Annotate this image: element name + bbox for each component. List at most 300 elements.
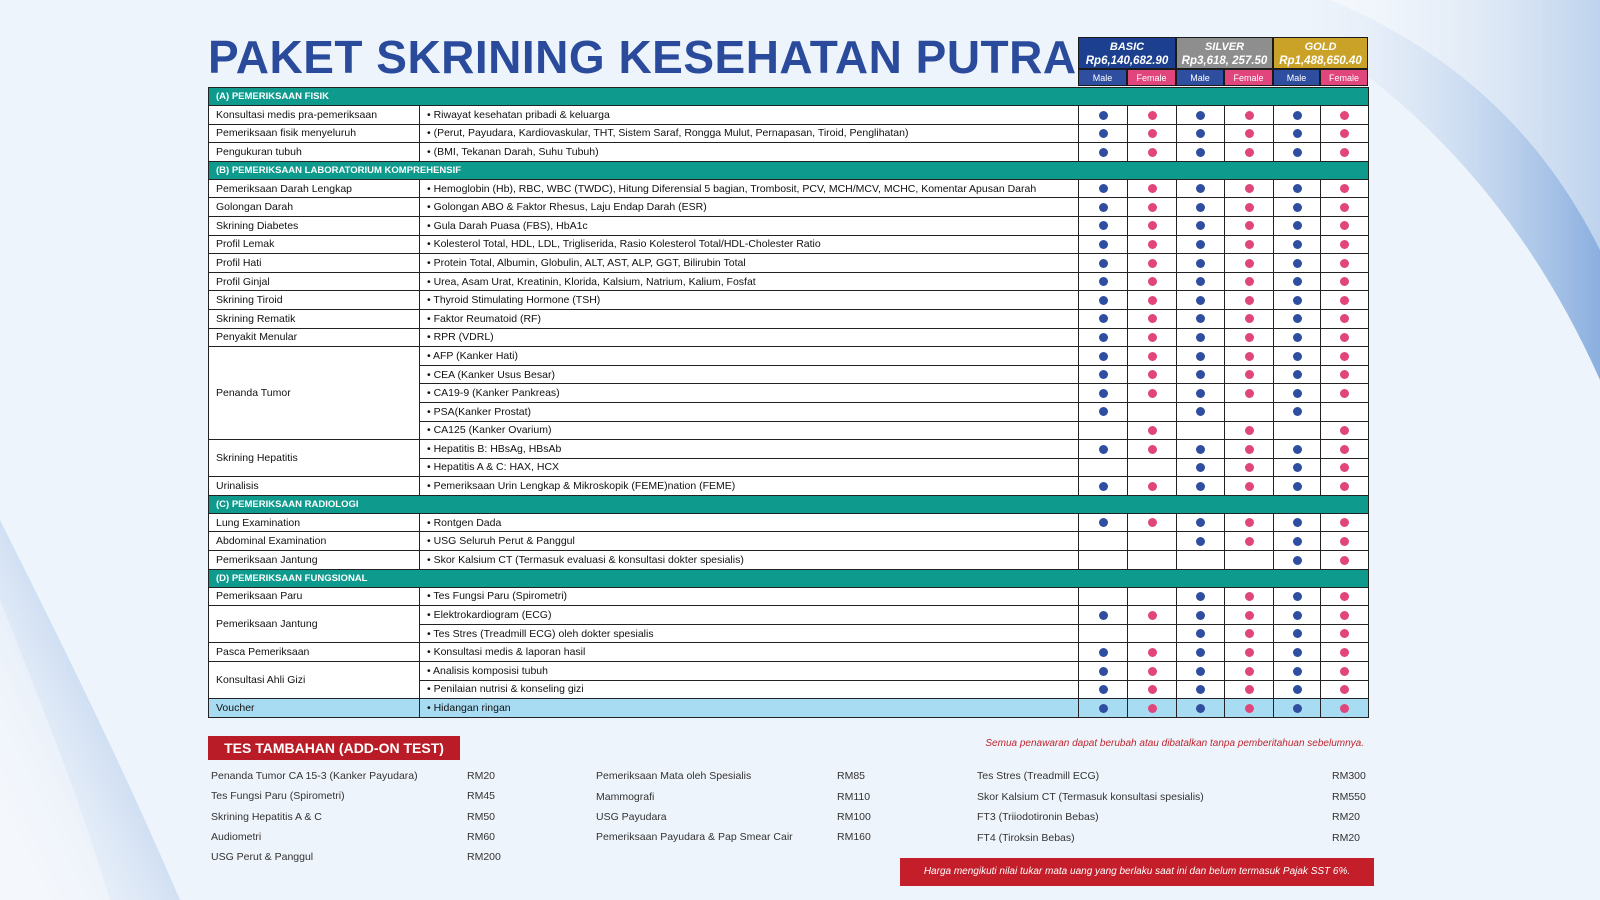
test-item-cell: • (Perut, Payudara, Kardiovaskular, THT, Sistem Saraf, Rongga Mulut, Pernapasan, Tiroid, Penglihatan) (420, 124, 1079, 143)
inclusion-cell (1128, 440, 1177, 459)
male-included-dot (1196, 129, 1205, 138)
inclusion-cell (1177, 477, 1225, 496)
category-cell: Skrining Diabetes (209, 216, 420, 235)
addon-test-name: USG Payudara (596, 811, 667, 823)
inclusion-cell (1079, 680, 1128, 699)
inclusion-cell (1128, 347, 1177, 366)
table-row (209, 440, 1369, 459)
inclusion-cell (1225, 680, 1274, 699)
male-included-dot (1196, 333, 1205, 342)
inclusion-cell (1079, 309, 1128, 328)
table-row (209, 551, 1369, 570)
female-included-dot (1340, 667, 1349, 676)
package-header (1078, 37, 1368, 86)
table-row (209, 143, 1369, 162)
test-item-cell: • Tes Stres (Treadmill ECG) oleh dokter spesialis (420, 624, 1079, 643)
female-included-dot (1245, 685, 1254, 694)
inclusion-cell (1128, 699, 1177, 718)
inclusion-cell (1079, 662, 1128, 681)
male-included-dot (1099, 148, 1108, 157)
female-included-dot (1340, 648, 1349, 657)
female-included-dot (1245, 352, 1254, 361)
addon-test-price: RM45 (467, 790, 496, 802)
test-item-cell: • Riwayat kesehatan pribadi & keluarga (420, 106, 1079, 125)
test-item-cell: • RPR (VDRL) (420, 328, 1079, 347)
inclusion-cell (1079, 513, 1128, 532)
female-included-dot (1148, 148, 1157, 157)
male-included-dot (1099, 518, 1108, 527)
inclusion-cell (1225, 365, 1274, 384)
male-included-dot (1196, 314, 1205, 323)
addon-test-name: Audiometri (211, 831, 262, 843)
male-included-dot (1196, 407, 1205, 416)
inclusion-cell (1225, 291, 1274, 310)
male-included-dot (1099, 389, 1108, 398)
inclusion-cell (1321, 347, 1369, 366)
inclusion-cell (1274, 551, 1321, 570)
table-row (209, 272, 1369, 291)
male-included-dot (1196, 184, 1205, 193)
inclusion-cell (1274, 291, 1321, 310)
test-item-cell: • Pemeriksaan Urin Lengkap & Mikroskopik (FEME)nation (FEME) (420, 477, 1079, 496)
inclusion-cell (1177, 216, 1225, 235)
inclusion-cell (1321, 402, 1369, 421)
inclusion-cell (1079, 291, 1128, 310)
male-included-dot (1196, 648, 1205, 657)
inclusion-cell (1321, 143, 1369, 162)
female-included-dot (1245, 611, 1254, 620)
addon-title: TES TAMBAHAN (ADD-ON TEST) (208, 736, 460, 760)
inclusion-cell (1274, 328, 1321, 347)
addon-test-name: USG Perut & Panggul (211, 851, 314, 863)
table-row (209, 328, 1369, 347)
inclusion-cell (1177, 606, 1225, 625)
inclusion-cell (1274, 477, 1321, 496)
package-name: SILVER (1204, 41, 1245, 53)
inclusion-cell (1274, 532, 1321, 551)
inclusion-cell (1274, 365, 1321, 384)
inclusion-cell (1079, 384, 1128, 403)
table-row (209, 291, 1369, 310)
inclusion-cell (1274, 421, 1321, 440)
male-included-dot (1293, 482, 1302, 491)
inclusion-cell (1128, 272, 1177, 291)
table-row (209, 179, 1369, 198)
female-included-dot (1340, 426, 1349, 435)
male-included-dot (1196, 685, 1205, 694)
category-cell: Urinalisis (209, 477, 420, 496)
test-item-cell: • CEA (Kanker Usus Besar) (420, 365, 1079, 384)
male-included-dot (1293, 221, 1302, 230)
package-basic (1078, 37, 1176, 69)
inclusion-cell (1225, 198, 1274, 217)
female-included-dot (1340, 463, 1349, 472)
inclusion-cell (1079, 179, 1128, 198)
male-included-dot (1196, 482, 1205, 491)
addon-test-price: RM550 (1332, 791, 1366, 803)
male-included-dot (1099, 704, 1108, 713)
inclusion-cell (1079, 328, 1128, 347)
category-cell: Konsultasi medis pra-pemeriksaan (209, 106, 420, 125)
male-included-dot (1293, 518, 1302, 527)
male-included-dot (1196, 463, 1205, 472)
package-silver (1176, 37, 1273, 69)
female-included-dot (1245, 184, 1254, 193)
table-row (209, 662, 1369, 681)
category-cell: Lung Examination (209, 513, 420, 532)
male-included-dot (1099, 296, 1108, 305)
inclusion-cell (1128, 309, 1177, 328)
female-included-dot (1245, 537, 1254, 546)
inclusion-cell (1321, 551, 1369, 570)
section-title: (C) PEMERIKSAAN RADIOLOGI (209, 495, 1369, 513)
test-item-cell: • (BMI, Tekanan Darah, Suhu Tubuh) (420, 143, 1079, 162)
male-included-dot (1293, 407, 1302, 416)
page-title: PAKET SKRINING KESEHATAN PUTRA (208, 31, 1077, 83)
male-included-dot (1196, 277, 1205, 286)
male-included-dot (1293, 389, 1302, 398)
test-item-cell: • AFP (Kanker Hati) (420, 347, 1079, 366)
inclusion-cell (1321, 124, 1369, 143)
female-included-dot (1340, 611, 1349, 620)
inclusion-cell (1225, 235, 1274, 254)
male-included-dot (1196, 148, 1205, 157)
male-included-dot (1293, 314, 1302, 323)
male-included-dot (1099, 685, 1108, 694)
inclusion-cell (1321, 272, 1369, 291)
male-included-dot (1293, 203, 1302, 212)
female-included-dot (1340, 314, 1349, 323)
inclusion-cell (1128, 384, 1177, 403)
category-cell: Profil Ginjal (209, 272, 420, 291)
female-included-dot (1148, 426, 1157, 435)
inclusion-cell (1225, 699, 1274, 718)
female-included-dot (1340, 221, 1349, 230)
inclusion-cell (1274, 624, 1321, 643)
male-included-dot (1293, 296, 1302, 305)
female-included-dot (1148, 370, 1157, 379)
inclusion-cell (1128, 513, 1177, 532)
inclusion-cell (1079, 643, 1128, 662)
inclusion-cell (1177, 365, 1225, 384)
inclusion-cell (1274, 179, 1321, 198)
table-row (209, 699, 1369, 718)
inclusion-cell (1225, 402, 1274, 421)
female-included-dot (1245, 221, 1254, 230)
female-included-dot (1245, 203, 1254, 212)
section-header-row (209, 569, 1369, 587)
disclaimer-text: Semua penawaran dapat berubah atau dibatalkan tanpa pemberitahuan sebelumnya. (985, 738, 1364, 749)
inclusion-cell (1177, 513, 1225, 532)
female-included-dot (1148, 203, 1157, 212)
female-included-dot (1245, 518, 1254, 527)
male-included-dot (1293, 277, 1302, 286)
category-cell: Skrining Tiroid (209, 291, 420, 310)
female-included-dot (1340, 592, 1349, 601)
inclusion-cell (1079, 143, 1128, 162)
inclusion-cell (1225, 662, 1274, 681)
addon-test-price: RM200 (467, 851, 501, 863)
male-included-dot (1099, 240, 1108, 249)
addon-test-name: FT4 (Tiroksin Bebas) (977, 832, 1075, 844)
inclusion-cell (1177, 402, 1225, 421)
inclusion-cell (1177, 124, 1225, 143)
male-included-dot (1099, 259, 1108, 268)
inclusion-cell (1079, 198, 1128, 217)
addon-test-price: RM20 (1332, 832, 1361, 844)
section-title: (D) PEMERIKSAAN FUNGSIONAL (209, 569, 1369, 587)
female-included-dot (1340, 184, 1349, 193)
section-title: (A) PEMERIKSAAN FISIK (209, 88, 1369, 106)
female-included-dot (1245, 463, 1254, 472)
inclusion-cell (1079, 477, 1128, 496)
female-included-dot (1245, 314, 1254, 323)
male-included-dot (1293, 129, 1302, 138)
male-included-dot (1196, 203, 1205, 212)
inclusion-cell (1225, 328, 1274, 347)
addon-test-price: RM160 (837, 831, 871, 843)
inclusion-cell (1225, 216, 1274, 235)
male-included-dot (1099, 482, 1108, 491)
category-cell: Penyakit Menular (209, 328, 420, 347)
male-included-dot (1196, 296, 1205, 305)
male-included-dot (1099, 648, 1108, 657)
inclusion-cell (1128, 254, 1177, 273)
addon-test-price: RM50 (467, 811, 496, 823)
female-included-dot (1245, 148, 1254, 157)
female-included-dot (1245, 426, 1254, 435)
inclusion-cell (1177, 458, 1225, 477)
test-item-cell: • Faktor Reumatoid (RF) (420, 309, 1079, 328)
inclusion-cell (1225, 643, 1274, 662)
inclusion-cell (1321, 216, 1369, 235)
male-included-dot (1099, 203, 1108, 212)
test-item-cell: • Skor Kalsium CT (Termasuk evaluasi & konsultasi dokter spesialis) (420, 551, 1079, 570)
inclusion-cell (1177, 624, 1225, 643)
category-cell: Pengukuran tubuh (209, 143, 420, 162)
inclusion-cell (1321, 328, 1369, 347)
female-included-dot (1245, 277, 1254, 286)
female-label: Female (1127, 69, 1176, 86)
addon-test-name: Pemeriksaan Mata oleh Spesialis (596, 770, 752, 782)
tax-note: Harga mengikuti nilai tukar mata uang yang berlaku saat ini dan belum termasuk Pajak SST 6%. (900, 858, 1374, 886)
inclusion-cell (1079, 235, 1128, 254)
inclusion-cell (1177, 421, 1225, 440)
male-included-dot (1196, 611, 1205, 620)
inclusion-cell (1079, 421, 1128, 440)
female-included-dot (1340, 629, 1349, 638)
category-cell: Abdominal Examination (209, 532, 420, 551)
inclusion-cell (1274, 384, 1321, 403)
male-included-dot (1293, 704, 1302, 713)
inclusion-cell (1321, 624, 1369, 643)
package-gold (1273, 37, 1368, 69)
inclusion-cell (1128, 179, 1177, 198)
female-included-dot (1148, 221, 1157, 230)
category-cell: Profil Lemak (209, 235, 420, 254)
inclusion-cell (1128, 551, 1177, 570)
male-included-dot (1099, 221, 1108, 230)
inclusion-cell (1274, 606, 1321, 625)
male-included-dot (1293, 352, 1302, 361)
addon-test-price: RM100 (837, 811, 871, 823)
sex-label-row (1078, 69, 1368, 86)
table-row (209, 124, 1369, 143)
test-item-cell: • Golongan ABO & Faktor Rhesus, Laju Endap Darah (ESR) (420, 198, 1079, 217)
inclusion-cell (1321, 291, 1369, 310)
inclusion-cell (1274, 513, 1321, 532)
inclusion-cell (1128, 477, 1177, 496)
category-cell: Pasca Pemeriksaan (209, 643, 420, 662)
test-item-cell: • Kolesterol Total, HDL, LDL, Trigliserida, Rasio Kolesterol Total/HDL-Cholester Ratio (420, 235, 1079, 254)
table-row (209, 198, 1369, 217)
male-included-dot (1293, 629, 1302, 638)
test-item-cell: • Hepatitis A & C: HAX, HCX (420, 458, 1079, 477)
male-included-dot (1293, 445, 1302, 454)
inclusion-cell (1128, 216, 1177, 235)
male-included-dot (1196, 370, 1205, 379)
table-row (209, 606, 1369, 625)
inclusion-cell (1274, 680, 1321, 699)
inclusion-cell (1225, 124, 1274, 143)
inclusion-cell (1321, 309, 1369, 328)
addon-test-name: Tes Fungsi Paru (Spirometri) (211, 790, 345, 802)
test-item-cell: • Analisis komposisi tubuh (420, 662, 1079, 681)
table-row (209, 643, 1369, 662)
female-included-dot (1245, 296, 1254, 305)
inclusion-cell (1079, 272, 1128, 291)
addon-test-name: FT3 (Triiodotironin Bebas) (977, 811, 1099, 823)
inclusion-cell (1177, 254, 1225, 273)
inclusion-cell (1274, 198, 1321, 217)
table-row (209, 532, 1369, 551)
male-included-dot (1099, 277, 1108, 286)
female-included-dot (1340, 537, 1349, 546)
female-included-dot (1340, 704, 1349, 713)
inclusion-cell (1274, 235, 1321, 254)
male-included-dot (1099, 333, 1108, 342)
male-included-dot (1293, 685, 1302, 694)
inclusion-cell (1321, 532, 1369, 551)
category-cell: Profil Hati (209, 254, 420, 273)
female-included-dot (1340, 518, 1349, 527)
test-item-cell: • CA125 (Kanker Ovarium) (420, 421, 1079, 440)
female-included-dot (1340, 111, 1349, 120)
inclusion-cell (1225, 440, 1274, 459)
inclusion-cell (1128, 365, 1177, 384)
inclusion-cell (1321, 477, 1369, 496)
female-label: Female (1224, 69, 1273, 86)
inclusion-cell (1225, 106, 1274, 125)
inclusion-cell (1225, 143, 1274, 162)
inclusion-cell (1177, 106, 1225, 125)
test-item-cell: • Hidangan ringan (420, 699, 1079, 718)
inclusion-cell (1128, 458, 1177, 477)
inclusion-cell (1079, 216, 1128, 235)
inclusion-cell (1321, 106, 1369, 125)
female-included-dot (1148, 259, 1157, 268)
inclusion-cell (1128, 421, 1177, 440)
female-included-dot (1245, 704, 1254, 713)
inclusion-cell (1177, 587, 1225, 606)
inclusion-cell (1177, 291, 1225, 310)
male-included-dot (1196, 240, 1205, 249)
female-included-dot (1148, 296, 1157, 305)
inclusion-cell (1177, 272, 1225, 291)
inclusion-cell (1225, 551, 1274, 570)
category-cell: Penanda Tumor (209, 347, 420, 440)
inclusion-cell (1274, 309, 1321, 328)
female-included-dot (1340, 240, 1349, 249)
female-included-dot (1148, 389, 1157, 398)
inclusion-cell (1274, 124, 1321, 143)
female-included-dot (1340, 389, 1349, 398)
table-row (209, 477, 1369, 496)
female-included-dot (1245, 259, 1254, 268)
test-item-cell: • Urea, Asam Urat, Kreatinin, Klorida, Kalsium, Natrium, Kalium, Fosfat (420, 272, 1079, 291)
inclusion-cell (1274, 643, 1321, 662)
male-included-dot (1293, 148, 1302, 157)
addon-test-name: Penanda Tumor CA 15-3 (Kanker Payudara) (211, 770, 418, 782)
inclusion-cell (1128, 143, 1177, 162)
female-included-dot (1245, 629, 1254, 638)
category-cell: Pemeriksaan Jantung (209, 551, 420, 570)
inclusion-cell (1225, 347, 1274, 366)
female-included-dot (1148, 482, 1157, 491)
inclusion-cell (1225, 272, 1274, 291)
female-included-dot (1245, 445, 1254, 454)
male-included-dot (1196, 352, 1205, 361)
inclusion-cell (1274, 699, 1321, 718)
female-included-dot (1148, 518, 1157, 527)
inclusion-cell (1079, 551, 1128, 570)
male-included-dot (1293, 184, 1302, 193)
male-included-dot (1099, 370, 1108, 379)
inclusion-cell (1177, 662, 1225, 681)
female-included-dot (1148, 240, 1157, 249)
inclusion-cell (1128, 235, 1177, 254)
table-row (209, 309, 1369, 328)
inclusion-cell (1079, 440, 1128, 459)
female-included-dot (1340, 277, 1349, 286)
male-included-dot (1196, 629, 1205, 638)
male-included-dot (1196, 221, 1205, 230)
inclusion-cell (1177, 680, 1225, 699)
test-item-cell: • Konsultasi medis & laporan hasil (420, 643, 1079, 662)
female-included-dot (1148, 648, 1157, 657)
addon-test-price: RM85 (837, 770, 866, 782)
female-included-dot (1148, 314, 1157, 323)
inclusion-cell (1079, 347, 1128, 366)
inclusion-cell (1177, 198, 1225, 217)
male-included-dot (1099, 611, 1108, 620)
inclusion-cell (1225, 254, 1274, 273)
inclusion-cell (1225, 458, 1274, 477)
inclusion-cell (1321, 587, 1369, 606)
test-item-cell: • Gula Darah Puasa (FBS), HbA1c (420, 216, 1079, 235)
package-price: Rp6,140,682.90 (1085, 55, 1169, 67)
female-included-dot (1340, 482, 1349, 491)
category-cell: Pemeriksaan Darah Lengkap (209, 179, 420, 198)
male-included-dot (1196, 389, 1205, 398)
inclusion-cell (1225, 179, 1274, 198)
package-name: GOLD (1304, 41, 1337, 53)
female-included-dot (1148, 129, 1157, 138)
female-included-dot (1340, 370, 1349, 379)
inclusion-cell (1321, 662, 1369, 681)
female-included-dot (1245, 370, 1254, 379)
male-included-dot (1293, 648, 1302, 657)
